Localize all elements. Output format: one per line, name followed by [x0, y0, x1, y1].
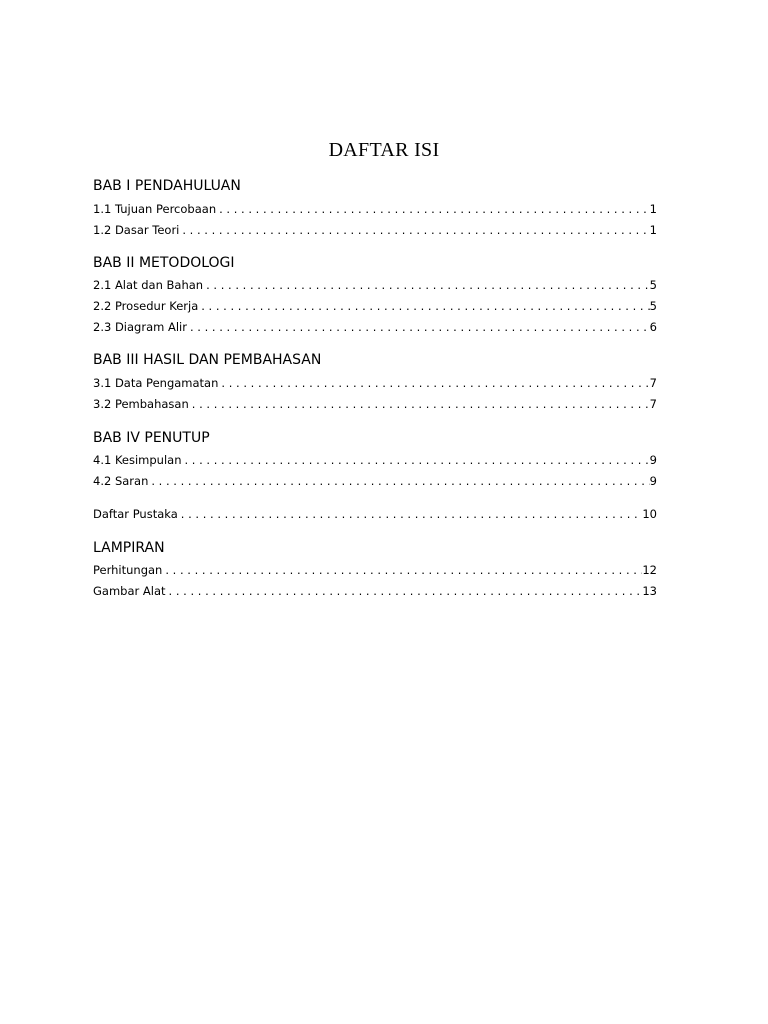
- toc-entry-page: 10: [642, 507, 657, 521]
- toc-entry-page: 6: [649, 320, 657, 334]
- toc-entry-label: 2.1 Alat dan Bahan: [93, 278, 204, 292]
- dot-leader: [189, 396, 650, 412]
- toc-entry-1-1[interactable]: [93, 201, 657, 217]
- toc-entry-page: 7: [649, 376, 657, 390]
- toc-entry-3-2[interactable]: [93, 396, 657, 412]
- toc-entry-4-2[interactable]: [93, 473, 657, 489]
- section-heading-bab-3: BAB III HASIL DAN PEMBAHASAN: [93, 352, 322, 368]
- toc-entry-label: Perhitungan: [93, 563, 163, 577]
- toc-entry-label: 3.2 Pembahasan: [93, 397, 189, 411]
- toc-entry-page: 9: [649, 474, 657, 488]
- toc-entry-label: Gambar Alat: [93, 584, 166, 598]
- toc-entry-page: 1: [649, 202, 657, 216]
- toc-entry-daftar-pustaka[interactable]: [93, 506, 657, 522]
- dot-leader: [148, 473, 649, 489]
- toc-entry-page: 5: [649, 278, 657, 292]
- toc-entry-label: Daftar Pustaka: [93, 507, 178, 521]
- section-heading-lampiran: LAMPIRAN: [93, 540, 165, 556]
- section-heading-bab-4: BAB IV PENUTUP: [93, 430, 210, 446]
- dot-leader: [198, 298, 649, 314]
- toc-entry-2-2[interactable]: [93, 298, 657, 314]
- dot-leader: [179, 222, 649, 238]
- dot-leader: [216, 201, 650, 217]
- section-heading-bab-1: BAB I PENDAHULUAN: [93, 178, 241, 194]
- toc-entry-page: 9: [649, 453, 657, 467]
- toc-entry-page: 5: [649, 299, 657, 313]
- dot-leader: [178, 506, 643, 522]
- toc-entry-3-1[interactable]: [93, 375, 657, 391]
- dot-leader: [162, 562, 642, 578]
- toc-entry-label: 2.3 Diagram Alir: [93, 320, 187, 334]
- toc-entry-label: 4.2 Saran: [93, 474, 149, 488]
- toc-entry-gambar-alat[interactable]: [93, 583, 657, 599]
- dot-leader: [187, 319, 650, 335]
- page-title: DAFTAR ISI: [328, 139, 440, 161]
- toc-entry-1-2[interactable]: [93, 222, 657, 238]
- dot-leader: [203, 277, 650, 293]
- toc-entry-label: 1.2 Dasar Teori: [93, 223, 180, 237]
- toc-entry-page: 1: [649, 223, 657, 237]
- section-heading-bab-2: BAB II METODOLOGI: [93, 255, 235, 271]
- dot-leader: [166, 583, 643, 599]
- toc-entry-label: 3.1 Data Pengamatan: [93, 376, 219, 390]
- toc-entry-page: 12: [642, 563, 657, 577]
- toc-entry-2-1[interactable]: [93, 277, 657, 293]
- toc-entry-2-3[interactable]: [93, 319, 657, 335]
- toc-entry-page: 7: [649, 397, 657, 411]
- dot-leader: [218, 375, 649, 391]
- toc-entry-label: 1.1 Tujuan Percobaan: [93, 202, 217, 216]
- toc-entry-perhitungan[interactable]: [93, 562, 657, 578]
- toc-entry-page: 13: [642, 584, 657, 598]
- toc-entry-label: 2.2 Prosedur Kerja: [93, 299, 199, 313]
- dot-leader: [182, 452, 650, 468]
- toc-entry-4-1[interactable]: [93, 452, 657, 468]
- toc-entry-label: 4.1 Kesimpulan: [93, 453, 182, 467]
